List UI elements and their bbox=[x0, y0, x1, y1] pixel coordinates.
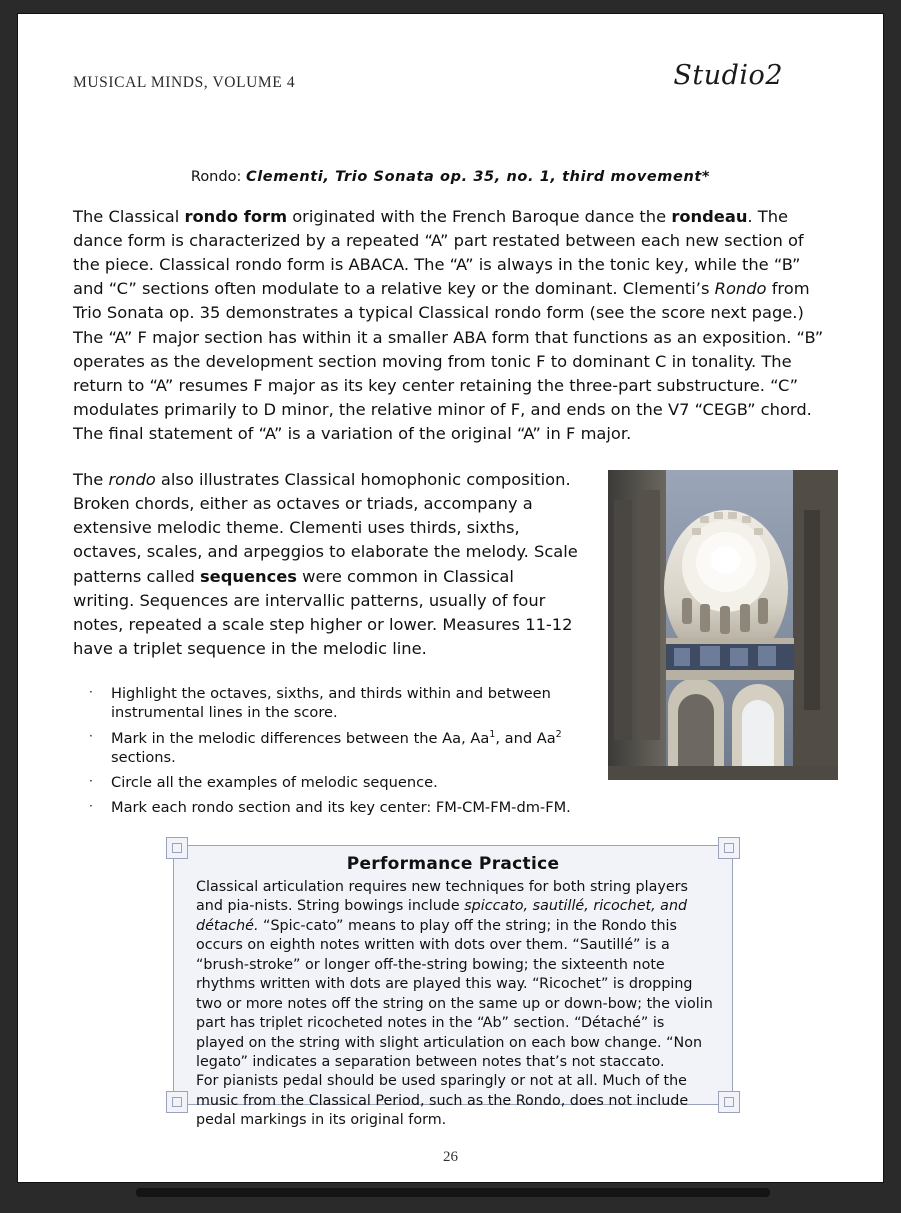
performance-practice-body bbox=[174, 878, 732, 1131]
corner-ornament-icon bbox=[718, 837, 740, 859]
list-item-text: Highlight the octaves, sixths, and thirds within and between instrumental lines in the score. bbox=[111, 684, 551, 721]
page-number: 26 bbox=[443, 1149, 458, 1165]
document-page bbox=[18, 14, 883, 1182]
piece-title: Clementi, Trio Sonata op. 35, no. 1, third movement* bbox=[245, 169, 711, 185]
term-rondo: rondo bbox=[108, 470, 156, 490]
term-rondeau: rondeau bbox=[671, 207, 748, 226]
paragraph-rondo-form bbox=[73, 205, 828, 446]
list-item bbox=[89, 684, 591, 723]
assignment-list bbox=[73, 685, 591, 818]
bullet-icon: · bbox=[89, 728, 93, 743]
text-run: were common in Classical writing. Sequences are intervallic patterns, usually of four notes, repeated a scale step higher or lower. Measures 11-12 have a triplet sequence in the melodic line. bbox=[73, 566, 573, 658]
dome-photo bbox=[608, 470, 838, 780]
performance-practice-box bbox=[173, 845, 733, 1129]
term-rondo-form: rondo form bbox=[184, 207, 288, 226]
page-content bbox=[73, 169, 828, 824]
list-item-text: Circle all the examples of melodic sequence. bbox=[111, 773, 438, 791]
corner-ornament-icon bbox=[166, 837, 188, 859]
list-item bbox=[89, 798, 591, 818]
corner-ornament-icon bbox=[718, 1091, 740, 1113]
list-item bbox=[89, 728, 591, 768]
text-run: also illustrates Classical homophonic composition. Broken chords, either as octaves or triads, accompany a extensive melodic theme. Clementi uses thirds, sixths, octaves, scales, and arpeggios to elaborate the melody. Scale patterns called bbox=[73, 470, 578, 586]
text-and-image-row bbox=[73, 468, 828, 818]
pp-paragraph-2: For pianists pedal should be used sparingly or not at all. Much of the music from the Classical Period, such as the Rondo, does not include pedal markings in its original form. bbox=[196, 1073, 689, 1129]
work-title-rondo: Rondo bbox=[714, 279, 767, 299]
page-shadow-bar bbox=[136, 1188, 770, 1197]
piece-label: Rondo: bbox=[190, 169, 242, 185]
pp-paragraph-1 bbox=[196, 878, 714, 1072]
list-item bbox=[89, 773, 591, 793]
term-sequences: sequences bbox=[199, 566, 297, 586]
page-header bbox=[73, 62, 843, 112]
text-run: The bbox=[73, 470, 109, 490]
text-run: “Spic-cato” means to play off the string; in the Rondo this occurs on eighth notes written with dots over them. “Sautillé” is a “brush-stroke” or longer off-the-string bowing; the sixteenth note rhythms written with dots are played this way. “Ricochet” is dropping two or more notes off the string on the same up or down-bow; the violin part has triplet ricocheted notes in the “Ab” section. “Détaché” is played on the string with slight articulation on each bow change. “Non legato” indicates a separation between notes that’s not staccato. bbox=[196, 917, 713, 1070]
list-item-text: Mark in the melodic differences between the Aa, Aa$^1$, and Aa$^2$ sections. bbox=[111, 728, 562, 766]
list-item-text: Mark each rondo section and its key center: FM-CM-FM-dm-FM. bbox=[111, 798, 571, 816]
text-run: . The dance form is characterized by a repeated “A” part restated between each new section of the piece. Classical rondo form is ABACA. The “A” is always in the tonic key, while the “B” and “C” sections often modulate to a relative key or the dominant. Clementi’s bbox=[73, 207, 804, 299]
paragraph-homophonic bbox=[73, 468, 578, 661]
bullet-icon: · bbox=[89, 798, 93, 813]
text-run: The Classical bbox=[73, 207, 185, 226]
text-run: originated with the French Baroque dance the bbox=[287, 207, 672, 226]
bullet-icon: · bbox=[89, 773, 93, 788]
bowing-terms: spiccato, sautillé, ricochet, and détaché. bbox=[196, 898, 688, 934]
performance-practice-title: Performance Practice bbox=[346, 854, 560, 874]
text-run: from Trio Sonata op. 35 demonstrates a typical Classical rondo form (see the score next page.) The “A” F major section has within it a smaller ABA form that functions as an exposition. “B” operates as the development section moving from tonic F to dominant C in tonality. The return to “A” resumes F major as its key center retaining the three-part substructure. “C” modulates primarily to D minor, the relative minor of F, and ends on the V7 “CEGB” chord. The final statement of “A” is a variation of the original “A” in F major. bbox=[73, 279, 824, 443]
book-title: MUSICAL MINDS, VOLUME 4 bbox=[73, 74, 296, 91]
performance-practice-panel bbox=[158, 836, 748, 1129]
piece-heading bbox=[73, 169, 828, 185]
corner-ornament-icon bbox=[166, 1091, 188, 1113]
publisher-logo: Studio2 bbox=[673, 60, 783, 91]
bullet-icon: · bbox=[89, 684, 93, 699]
text-run: Classical articulation requires new techniques for both string players and pia-nists. String bowings include bbox=[196, 879, 688, 915]
